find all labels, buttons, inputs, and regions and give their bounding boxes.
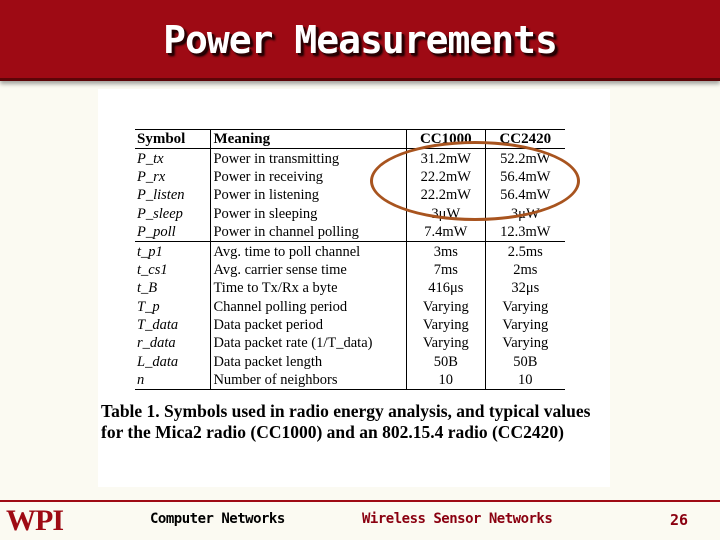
cell-cc2420: 2.5ms <box>485 242 565 261</box>
cell-symbol: t_B <box>137 280 158 297</box>
cell-cc2420: 56.4mW <box>485 186 565 204</box>
cell-symbol: t_p1 <box>135 242 211 261</box>
table-caption: Table 1. Symbols used in radio energy analysis, and typical values for the Mica2 radio (CC1000) and an 802.15.4 radio (CC2420) <box>101 401 591 442</box>
table-row <box>135 279 565 297</box>
cell-cc2420: 52.2mW <box>485 149 565 168</box>
cell-cc2420: Varying <box>485 316 565 334</box>
highlight-ellipse <box>370 141 580 221</box>
wpi-logo <box>0 504 70 540</box>
cell-cc2420: Varying <box>485 334 565 352</box>
cell-cc1000: 3ms <box>406 242 485 261</box>
cell-cc1000: Varying <box>406 334 485 352</box>
cell-symbol: T_data <box>137 317 179 334</box>
title-bar <box>0 0 720 81</box>
footer-divider <box>0 500 720 502</box>
cell-symbol: T_p <box>137 298 160 315</box>
slide-title: Power Measurements <box>163 18 557 62</box>
cell-cc2420: 3μW <box>485 205 565 223</box>
footer-course: Computer Networks <box>150 511 285 527</box>
cell-meaning: Data packet period <box>211 316 407 334</box>
cell-meaning: Number of neighbors <box>211 371 407 390</box>
cell-cc1000: 7ms <box>406 261 485 279</box>
header-meaning: Meaning <box>211 130 407 149</box>
cell-cc2420: 12.3mW <box>485 223 565 242</box>
footer-topic: Wireless Sensor Networks <box>362 511 553 527</box>
cell-cc2420: 2ms <box>485 261 565 279</box>
cell-cc1000: 3μW <box>406 205 485 223</box>
cell-cc2420: Varying <box>485 298 565 316</box>
cell-cc1000: 31.2mW <box>406 149 485 168</box>
cell-meaning: Power in receiving <box>211 168 407 186</box>
cell-meaning: Data packet rate (1/T_data) <box>211 334 407 352</box>
table-row <box>135 353 565 371</box>
cell-symbol: P_sleep <box>137 205 183 222</box>
cell-cc1000: 7.4mW <box>406 223 485 242</box>
cell-cc2420: 56.4mW <box>485 168 565 186</box>
cell-symbol: P_rx <box>137 168 166 185</box>
cell-cc2420: 32μs <box>485 279 565 297</box>
cell-symbol: P_poll <box>137 224 176 241</box>
cell-symbol: t_cs1 <box>137 261 168 278</box>
table-row <box>135 223 565 242</box>
cell-cc1000: Varying <box>406 316 485 334</box>
cell-meaning: Power in sleeping <box>211 205 407 223</box>
cell-cc1000: 416μs <box>406 279 485 297</box>
cell-cc1000: 10 <box>406 371 485 390</box>
header-cc2420: CC2420 <box>485 130 565 149</box>
cell-cc2420: 50B <box>485 353 565 371</box>
table-row <box>135 371 565 390</box>
cell-meaning: Power in listening <box>211 186 407 204</box>
cell-meaning: Channel polling period <box>211 298 407 316</box>
cell-meaning: Data packet length <box>211 353 407 371</box>
table-row <box>135 334 565 352</box>
cell-meaning: Power in channel polling <box>211 223 407 242</box>
cell-cc1000: 50B <box>406 353 485 371</box>
cell-meaning: Avg. carrier sense time <box>211 261 407 279</box>
page-number: 26 <box>670 511 689 529</box>
table-row <box>135 298 565 316</box>
cell-symbol: P_tx <box>137 150 164 167</box>
cell-cc1000: Varying <box>406 298 485 316</box>
table-row <box>135 242 565 261</box>
cell-symbol: P_listen <box>137 187 185 204</box>
table-row <box>135 316 565 334</box>
cell-cc2420: 10 <box>485 371 565 390</box>
header-symbol: Symbol <box>135 130 211 149</box>
cell-symbol: n <box>135 371 211 390</box>
cell-symbol: L_data <box>137 353 179 370</box>
cell-meaning: Power in transmitting <box>211 149 407 168</box>
table-row <box>135 261 565 279</box>
cell-symbol: r_data <box>137 335 176 352</box>
cell-meaning: Time to Tx/Rx a byte <box>211 279 407 297</box>
cell-cc1000: 22.2mW <box>406 168 485 186</box>
header-cc1000: CC1000 <box>406 130 485 149</box>
cell-meaning: Avg. time to poll channel <box>211 242 407 261</box>
cell-cc1000: 22.2mW <box>406 186 485 204</box>
wpi-logo-text: WPI <box>6 504 63 537</box>
